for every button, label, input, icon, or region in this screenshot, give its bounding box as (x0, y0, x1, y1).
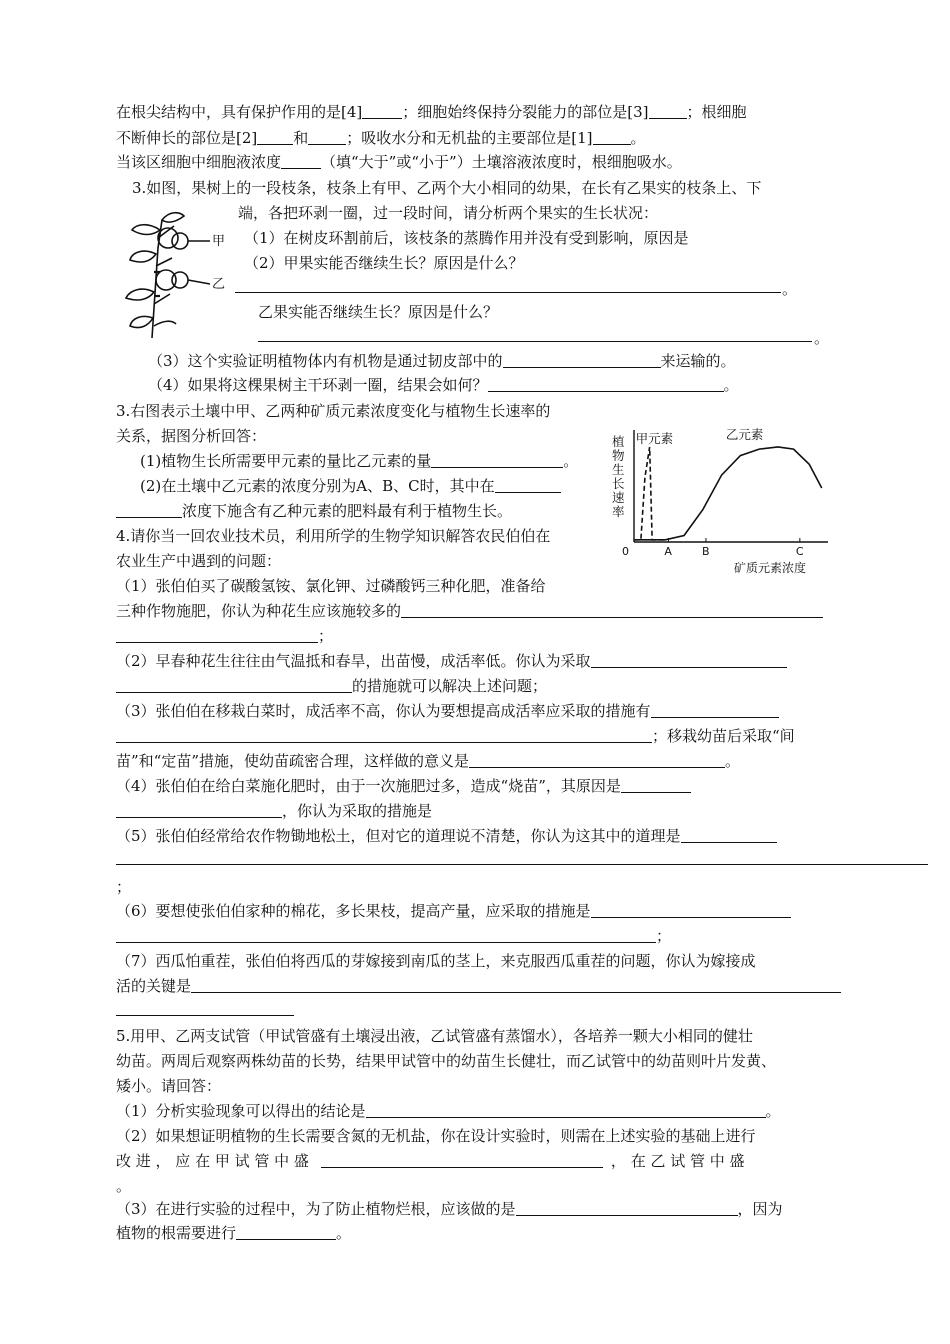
text: 不断伸长的部位是[2] (116, 129, 258, 147)
text: ； (318, 627, 334, 645)
answer-line[interactable] (258, 341, 812, 342)
svg-text:生: 生 (612, 462, 625, 477)
text: 。 (563, 452, 579, 470)
svg-text:物: 物 (612, 448, 625, 463)
q3a-sub2b: 乙果实能否继续生长？原因是什么？ (258, 303, 499, 321)
text: （4）如果将这棵果树主干环剥一圈，结果会如何？ (148, 376, 488, 394)
text: 植物的根需要进行 (116, 1224, 237, 1242)
answer-blank[interactable] (362, 104, 402, 119)
series-label: 乙元素 (725, 426, 764, 442)
text: 。 (630, 129, 646, 147)
answer-blank[interactable] (593, 130, 631, 145)
x-tick-label: C (795, 545, 804, 558)
q4-p3-b (116, 727, 795, 745)
svg-text:长: 长 (612, 476, 625, 491)
intro-line-1 (116, 103, 747, 121)
answer-blank[interactable] (401, 603, 823, 618)
answer-blank[interactable] (495, 478, 561, 493)
y-axis-title (612, 434, 625, 519)
answer-blank[interactable] (116, 728, 652, 743)
text: ；吸收水分和无机盐的主要部位是[1] (346, 129, 593, 147)
q4-p3-a (116, 702, 779, 720)
q5-s3-a (116, 1200, 783, 1218)
answer-blank[interactable] (116, 628, 318, 643)
q4-p3-c (116, 752, 740, 770)
text: 当该区细胞中细胞液浓度 (116, 153, 282, 171)
text: 改 进 ， 应 在 甲 试 管 中 盛 (116, 1152, 309, 1170)
q4-p1-cont (116, 627, 333, 645)
svg-text:植: 植 (612, 434, 625, 449)
answer-blank[interactable] (257, 130, 293, 145)
text: 来运输的。 (660, 352, 736, 370)
answer-blank[interactable] (281, 154, 321, 169)
x-tick-label: B (701, 545, 710, 558)
q4-p6-b (116, 927, 671, 945)
text: （6）要想使张伯伯家种的棉花，多长果枝，提高产量，应采取的措施是 (116, 902, 591, 920)
answer-blank[interactable] (116, 928, 656, 943)
text: （4）张伯伯在给白菜施化肥时，由于一次施肥过多，造成“烧苗”，其原因是 (116, 777, 621, 795)
q4-p4-a (116, 777, 691, 795)
answer-blank[interactable] (116, 678, 352, 693)
q3a-sub3 (148, 352, 736, 370)
text: 苗”和“定苗”措施，使幼苗疏密合理，这样做的意义是 (116, 752, 470, 770)
q4-p5-end: ； (116, 878, 132, 896)
q4-stem-2: 农业生产中遇到的问题： (116, 552, 282, 570)
answer-line[interactable] (116, 1015, 294, 1016)
svg-text:率: 率 (612, 504, 625, 519)
text: 和 (293, 129, 309, 147)
answer-line[interactable] (235, 292, 781, 293)
q4-p6-a (116, 902, 791, 920)
q3b-stem-2: 关系，据图分析回答： (116, 427, 267, 445)
text: ；移栽幼苗后采取“间 (652, 727, 795, 745)
x-tick-label: A (664, 545, 672, 558)
text: 三种作物施肥，你认为种花生应该施较多的 (116, 602, 402, 620)
text: ，因为 (737, 1200, 783, 1218)
text: 的措施就可以解决上述问题； (352, 677, 548, 695)
text: （填“大于”或“小于”）土壤溶液浓度时，根细胞吸水。 (321, 153, 682, 171)
answer-blank[interactable] (681, 828, 777, 843)
text: 。 (765, 1102, 781, 1120)
answer-blank[interactable] (308, 130, 346, 145)
text: ；细胞始终保持分裂能力的部位是[3] (402, 103, 649, 121)
series-line-jia (634, 447, 664, 540)
q5-stem-1: 5.用甲、乙两支试管（甲试管盛有土壤浸出液，乙试管盛有蒸馏水），各培养一颗大小相同的健壮 (116, 1027, 753, 1045)
answer-blank[interactable] (488, 377, 724, 392)
q3b-sub2 (140, 477, 561, 495)
answer-blank[interactable] (591, 903, 791, 918)
x-axis-title: 矿质元素浓度 (734, 561, 807, 575)
end-mark: 。 (814, 329, 830, 347)
text: 。 (723, 376, 739, 394)
q4-stem-1: 4.请你当一回农业技术员，利用所学的生物学知识解答农民伯伯在 (116, 527, 551, 545)
text: (2)在土壤中乙元素的浓度分别为A、B、C时，其中在 (140, 477, 495, 495)
text: 。 (725, 752, 741, 770)
q5-s1 (116, 1102, 781, 1120)
q4-p7-b (116, 977, 841, 995)
intro-line-2 (116, 129, 646, 147)
answer-blank[interactable] (366, 1103, 766, 1118)
answer-blank[interactable] (591, 653, 787, 668)
q3b-sub2-cont (116, 502, 512, 520)
q4-p1-a: （1）张伯伯买了碳酸氢铵、氯化钾、过磷酸钙三种化肥，准备给 (116, 577, 546, 595)
text: ，你认为采取的措施是 (282, 802, 433, 820)
answer-blank[interactable] (503, 353, 661, 368)
intro-line-3 (116, 153, 682, 171)
text: （3）在进行实验的过程中，为了防止植物烂根，应该做的是 (116, 1200, 516, 1218)
text: 在根尖结构中，具有保护作用的是[4] (116, 103, 363, 121)
text: ； (656, 927, 672, 945)
answer-blank[interactable] (236, 1225, 336, 1240)
q4-p2-b (116, 677, 547, 695)
q5-stem-3: 矮小。请回答： (116, 1077, 222, 1095)
answer-line[interactable] (116, 864, 928, 865)
answer-blank[interactable] (651, 703, 779, 718)
series-line-yi (634, 447, 822, 540)
q3a-sub4 (148, 376, 739, 394)
text: （2）早春种花生往往由气温抵和春旱，出苗慢，成活率低。你认为采取 (116, 652, 591, 670)
q5-s3-b (116, 1224, 351, 1242)
text: （3）张伯伯在移栽白菜时，成活率不高，你认为要想提高成活率应采取的措施有 (116, 702, 651, 720)
q4-p5-a (116, 827, 777, 845)
answer-blank[interactable] (649, 104, 687, 119)
end-mark: 。 (782, 280, 798, 298)
q5-stem-2: 幼苗。两周后观察两株幼苗的长势，结果甲试管中的幼苗生长健壮，而乙试管中的幼苗则叶片发黄、 (116, 1052, 777, 1070)
svg-text:速: 速 (612, 490, 625, 505)
q3b-sub1 (140, 452, 578, 470)
text: （5）张伯伯经常给农作物锄地松土，但对它的道理说不清楚，你认为这其中的道理是 (116, 827, 681, 845)
q3a-stem-2: 端，各把环剥一圈，过一段时间，请分析两个果实的生长状况： (238, 204, 659, 222)
q4-p4-b (116, 802, 432, 820)
text: (1)植物生长所需要甲元素的量比乙元素的量 (140, 452, 432, 470)
q5-s2-b (116, 1152, 745, 1170)
answer-blank[interactable] (191, 978, 841, 993)
text: ；根细胞 (686, 103, 747, 121)
answer-blank[interactable] (321, 1153, 603, 1168)
q4-p1-b (116, 602, 823, 620)
answer-blank[interactable] (116, 803, 282, 818)
q4-p7-a: （7）西瓜怕重茬，张伯伯将西瓜的芽嫁接到南瓜的茎上，来克服西瓜重茬的问题，你认为嫁接成 (116, 952, 756, 970)
text: （3）这个实验证明植物体内有机物是通过韧皮部中的 (148, 352, 503, 370)
text: 。 (336, 1224, 352, 1242)
q4-p2-a (116, 652, 787, 670)
text: 活的关键是 (116, 977, 192, 995)
q5-s2-a: （2）如果想证明植物的生长需要含氮的无机盐，你在设计实验时，则需在上述实验的基础上进行 (116, 1127, 756, 1145)
x-tick-label: 0 (622, 545, 629, 558)
answer-blank[interactable] (116, 503, 182, 518)
series-label: 甲元素 (635, 430, 674, 446)
q3a-stem-1: 3.如图，果树上的一段枝条，枝条上有甲、乙两个大小相同的幼果，在长有乙果实的枝条上、下 (132, 179, 762, 197)
text: 浓度下施含有乙种元素的肥料最有利于植物生长。 (182, 502, 513, 520)
label-yi: 乙 (212, 277, 226, 292)
q3b-stem-1: 3.右图表示土壤中甲、乙两种矿质元素浓度变化与植物生长速率的 (116, 402, 551, 420)
text: （1）分析实验现象可以得出的结论是 (116, 1102, 366, 1120)
answer-blank[interactable] (469, 753, 725, 768)
element-growth-chart (610, 424, 836, 578)
answer-blank[interactable] (431, 453, 563, 468)
text: ， 在 乙 试 管 中 盛 (610, 1152, 745, 1170)
q3a-sub2: （2）甲果实能否继续生长？原因是什么？ (244, 254, 524, 272)
q5-s2-end: 。 (116, 1177, 132, 1195)
q3a-sub1: （1）在树皮环割前后，该枝条的蒸腾作用并没有受到影响，原因是 (244, 229, 689, 247)
fruit-branch-figure (114, 208, 226, 340)
answer-blank[interactable] (516, 1201, 738, 1216)
label-jia: 甲 (212, 234, 226, 249)
answer-blank[interactable] (621, 778, 691, 793)
